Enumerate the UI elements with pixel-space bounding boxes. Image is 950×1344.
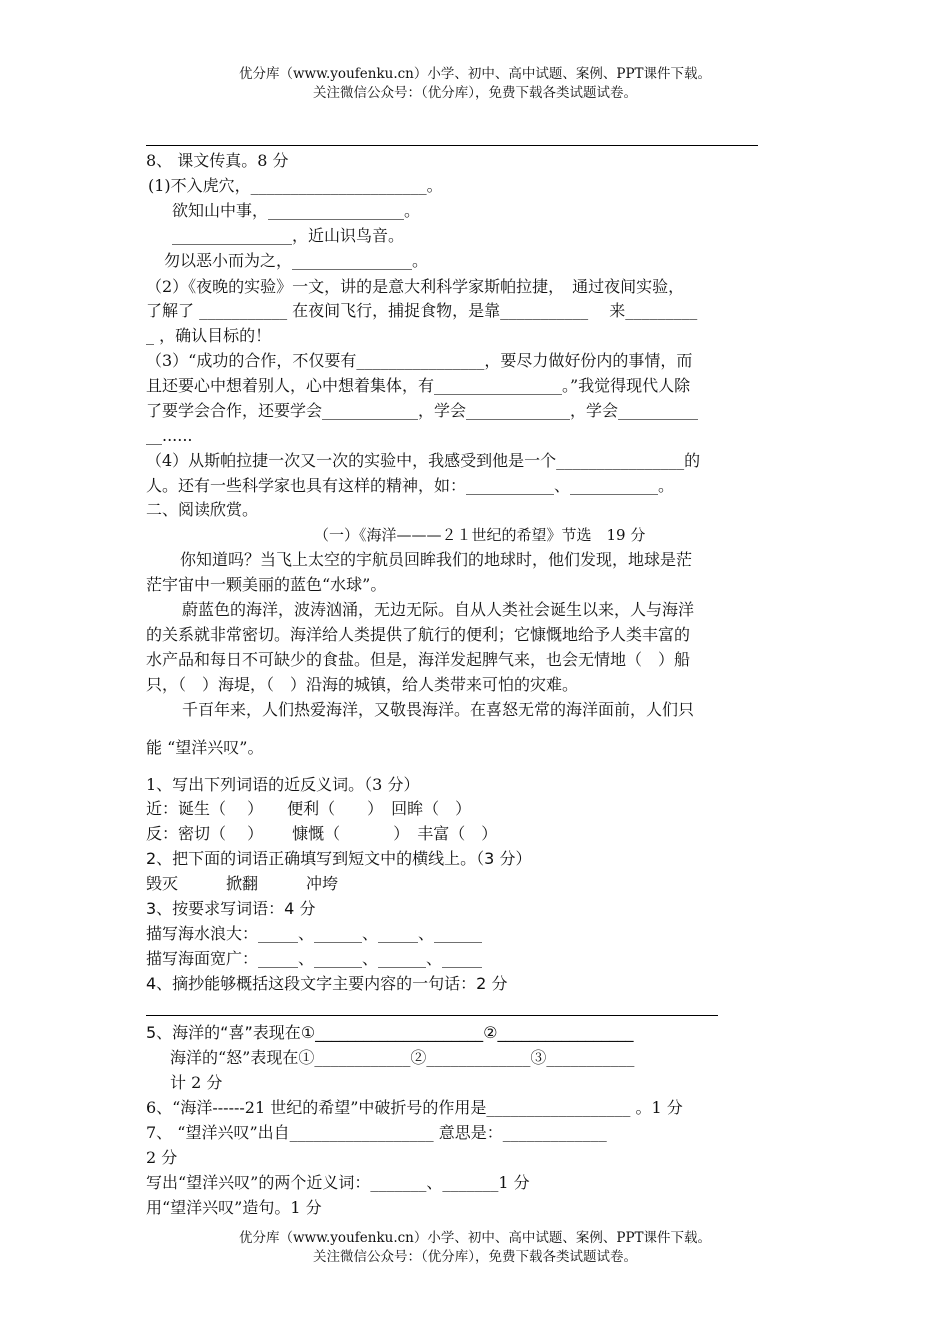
- footer-line-2: 关注微信公众号：（优分库），免费下载各类试题试卷。: [313, 1249, 637, 1265]
- section8-p1-line4: 勿以恶小而为之，_______________。: [164, 251, 429, 270]
- section8-p1-line1: (1)不入虎穴，______________________。: [148, 176, 443, 195]
- passage-para3-line2: 能 “望洋兴叹”。: [146, 738, 264, 757]
- section8-p3-line3: 了要学会合作，还要学会____________，学会_____________，学会__________: [146, 401, 699, 420]
- section8-p3-line4: __......: [146, 426, 193, 445]
- passage-para2-line3: 水产品和每日不可缺少的食盐。但是，海洋发起脾气来，也会无情地（ ）船: [146, 650, 691, 669]
- question-7: 7、 “望洋兴叹”出自__________________ 意思是：_____________: [146, 1123, 607, 1142]
- question-3-waves: 描写海水浪大：_____、______、_____、______: [146, 924, 483, 943]
- section8-p4-line2: 人。还有一些科学家也具有这样的精神，如：___________、___________。: [146, 476, 675, 495]
- question-5-score: 计 2 分: [170, 1073, 223, 1092]
- passage-para3-line1: 千百年来，人们热爱海洋，又敬畏海洋。在喜怒无常的海洋面前，人们只: [182, 700, 695, 719]
- section8-p3-line1: （3）“成功的合作，不仅要有________________，要尽力做好份内的事情，而: [146, 351, 693, 370]
- question-5-anger: 海洋的“怒”表现在①____________②_____________③___________: [170, 1048, 635, 1067]
- question-7-score: 2 分: [146, 1148, 178, 1167]
- header-rule: [146, 145, 758, 146]
- question-1: 1、写出下列词语的近反义词。（3 分）: [146, 775, 420, 794]
- passage-para2-line1: 蔚蓝色的海洋，波涛汹涌，无边无际。自从人类社会诞生以来，人与海洋: [182, 600, 695, 619]
- passage-para2-line2: 的关系就非常密切。海洋给人类提供了航行的便利；它慷慨地给予人类丰富的: [146, 625, 691, 644]
- header-line-1: 优分库（www.youfenku.cn）小学、初中、高中试题、案例、PPT课件下载。: [238, 66, 712, 82]
- section8-p4-line1: （4）从斯帕拉捷一次又一次的实验中，我感受到他是一个________________的: [146, 451, 701, 470]
- section8-p1-line3: _______________，近山识鸟音。: [172, 226, 405, 245]
- question-3: 3、按要求写词语：4 分: [146, 899, 316, 918]
- section8-p3-line2: 且还要心中想着别人，心中想着集体，有________________。”我觉得现代人除: [146, 376, 691, 395]
- question-1-synonyms: 近：诞生（ ） 便利（ ） 回眸（ ）: [146, 799, 472, 818]
- question-3-wide: 描写海面宽广：_____、______、______、_____: [146, 949, 483, 968]
- passage-para1-line1: 你知道吗？当飞上太空的宇航员回眸我们的地球时，他们发现，地球是茫: [180, 550, 693, 569]
- passage-subtitle: （一）《海洋———２１世纪的希望》节选 19 分: [314, 526, 646, 544]
- question-4: 4、摘抄能够概括这段文字主要内容的一句话：2 分: [146, 974, 508, 993]
- passage-para2-line4: 只，（ ）海堤，（ ）沿海的城镇，给人类带来可怕的灾难。: [146, 675, 579, 694]
- passage-para1-line2: 茫宇宙中一颗美丽的蓝色“水球”。: [146, 575, 387, 594]
- question-1-antonyms: 反：密切（ ） 慷慨（ ） 丰富（ ）: [146, 824, 498, 843]
- section8-p1-line2: 欲知山中事，_________________。: [172, 201, 421, 220]
- section8-p2-line2: 了解了 ___________ 在夜间飞行，捕捉食物，是靠___________ 来_________: [146, 301, 698, 320]
- question-7-sentence: 用“望洋兴叹”造句。1 分: [146, 1198, 322, 1217]
- footer-line-1: 优分库（www.youfenku.cn）小学、初中、高中试题、案例、PPT课件下载。: [238, 1230, 712, 1246]
- section8-p2-line1: （2）《夜晚的实验》一文，讲的是意大利科学家斯帕拉捷， 通过夜间实验，: [146, 277, 685, 296]
- part2-title: 二、阅读欣赏。: [146, 500, 259, 519]
- section8-title: 8、 课文传真。8 分: [146, 151, 289, 170]
- section8-p2-line3: _ ，确认目标的！: [146, 326, 272, 345]
- question-7-synonyms: 写出“望洋兴叹”的两个近义词：_______、_______1 分: [146, 1173, 530, 1192]
- question-4-answer-line: [146, 1015, 718, 1016]
- question-2-words: 毁灭 掀翻 冲垮: [146, 874, 339, 893]
- header-line-2: 关注微信公众号：（优分库），免费下载各类试题试卷。: [313, 85, 637, 101]
- question-5-joy: 5、海洋的“喜”表现在①_____________________②_________________: [146, 1023, 634, 1042]
- question-6: 6、“海洋------21 世纪的希望”中破折号的作用是__________________ 。1 分: [146, 1098, 683, 1117]
- question-2: 2、把下面的词语正确填写到短文中的横线上。（3 分）: [146, 849, 532, 868]
